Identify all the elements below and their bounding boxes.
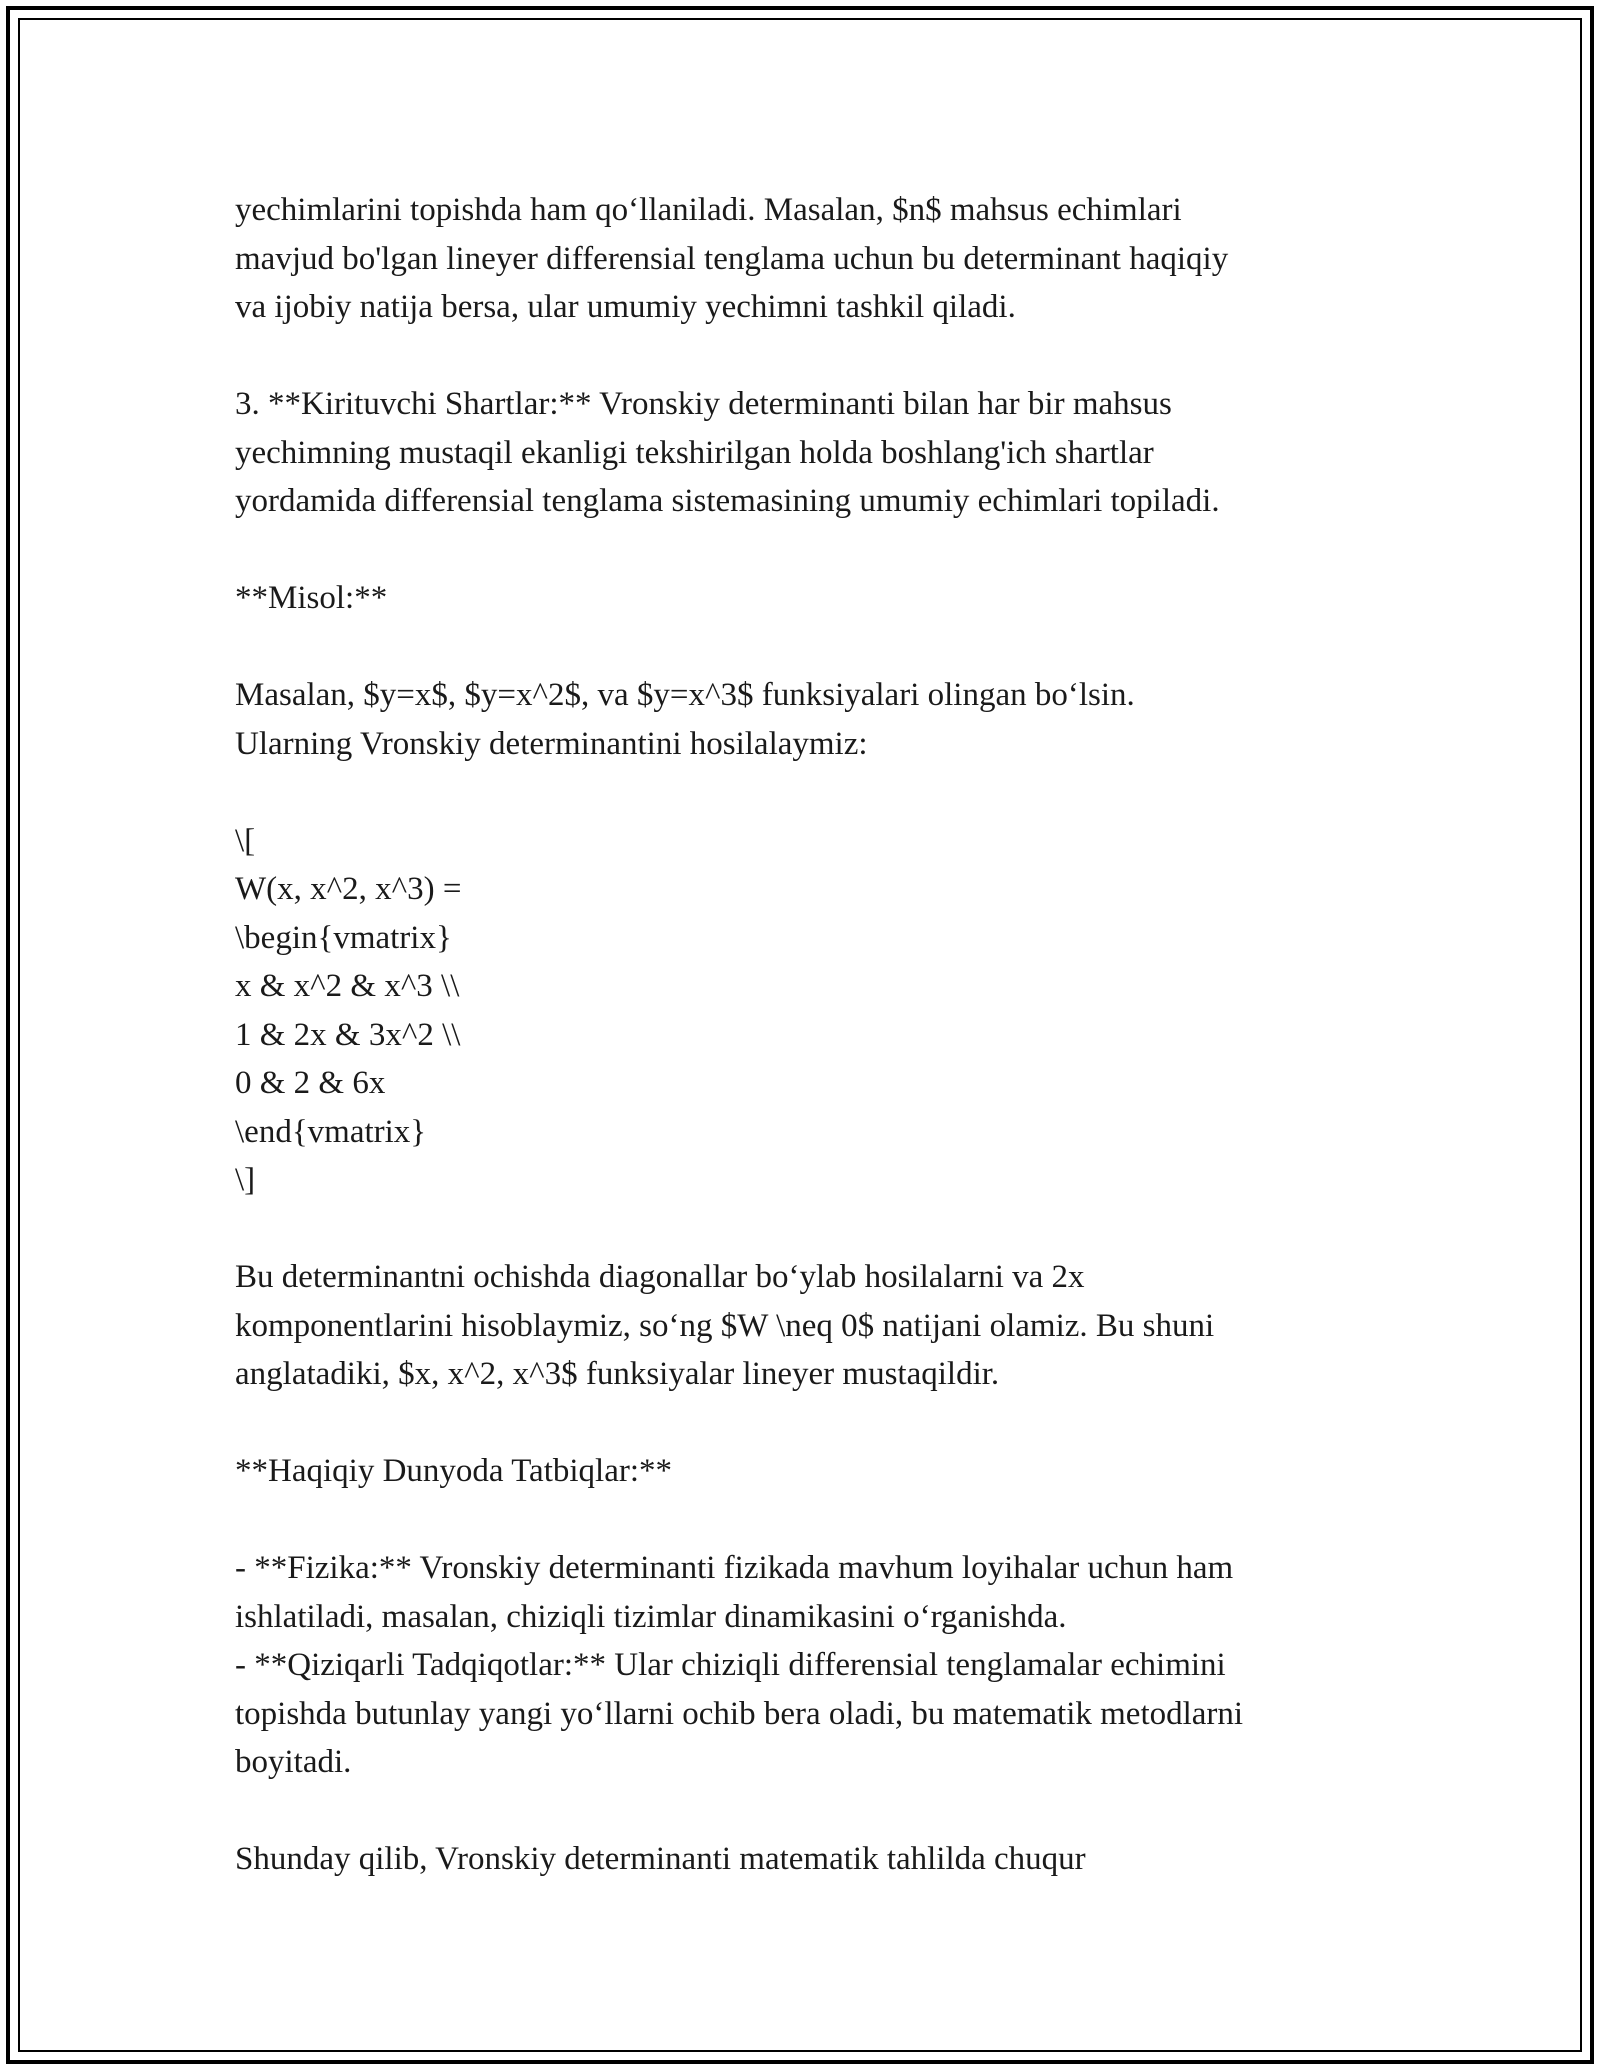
heading-real-world-applications: **Haqiqiy Dunyoda Tatbiqlar:** (235, 1453, 673, 1489)
paragraph-conclusion: Shunday qilib, Vronskiy determinanti matematik tahlilda chuqur (235, 1841, 1086, 1877)
heading-example: **Misol:** (235, 580, 388, 616)
document-body (235, 186, 1395, 1884)
latex-wronskian-matrix: \[ W(x, x^2, x^3) = \begin{vmatrix} x & x^2 & x^3 \\ 1 & 2x & 3x^2 \\ 0 & 2 & 6x \end{vmatrix} \] (235, 822, 462, 1198)
paragraph-example-intro: Masalan, $y=x$, $y=x^2$, va $y=x^3$ funksiyalari olingan bo‘lsin. Ularning Vronskiy determinantini hosilalaymiz: (235, 677, 1135, 762)
paragraph-example-result: Bu determinantni ochishda diagonallar bo‘ylab hosilalarni va 2x komponentlarini hisoblaymiz, so‘ng $W \neq 0$ natijani olamiz. Bu shuni anglatadiki, $x, x^2, x^3$ funksiyalar lineyer mustaqildir. (235, 1259, 1215, 1392)
paragraph-initial-conditions: 3. **Kirituvchi Shartlar:** Vronskiy determinanti bilan har bir mahsus yechimning mustaqil ekanligi tekshirilgan holda boshlang'ich shartlar yordamida differensial tenglama sistemasining umumiy echimlari topiladi. (235, 386, 1220, 519)
list-applications: - **Fizika:** Vronskiy determinanti fizikada mavhum loyihalar uchun ham ishlatiladi, masalan, chiziqli tizimlar dinamikasini o‘rganishda. - **Qiziqarli Tadqiqotlar:** Ular chiziqli differensial tenglamalar echimini topishda butunlay yangi yo‘llarni ochib bera oladi, bu matematik metodlarni boyitadi. (235, 1550, 1244, 1780)
paragraph-intro-continuation: yechimlarini topishda ham qo‘llaniladi. Masalan, $n$ mahsus echimlari mavjud bo'lgan lineyer differensial tenglama uchun bu determinant haqiqiy va ijobiy natija bersa, ular umumiy yechimni tashkil qiladi. (235, 192, 1229, 325)
